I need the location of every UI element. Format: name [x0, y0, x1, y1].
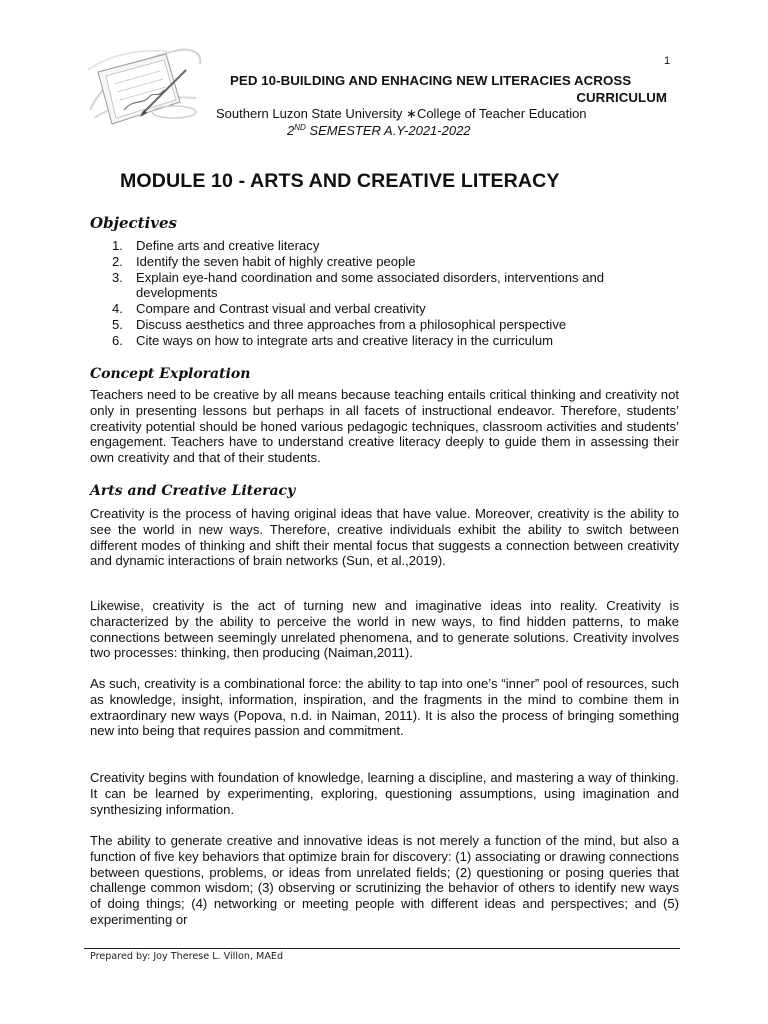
body-paragraph: The ability to generate creative and innovative ideas is not merely a function of the mind, but also a function of five key behaviors that optimize brain for discovery: (1) associating or drawing connections between questions, problems, or ideas from unrelated fields; (2) questioning or posing queries that challenge common wisdom; (3) observing or scrutinizing the behavior of others to identify new ways of doing things; (4) networking or meeting people with different ideas and perspectives; and (5) experimenting or [90, 833, 679, 927]
concept-exploration-paragraph: Teachers need to be creative by all means because teaching entails critical thinking and creativity not only in presenting lessons but perhaps in all facets of instructional endeavor. Therefore, students’ creativity potential should be honed various pedagogic techniques, classroom activities and students’ engagement. Teachers have to understand creative literacy deeply to guide them in assessing their own creativity and that of their students. [90, 387, 679, 466]
objective-text: Define arts and creative literacy [136, 238, 320, 253]
objective-item [112, 301, 680, 317]
objective-item [112, 270, 680, 302]
prepared-by: Prepared by: Joy Therese L. Villon, MAEd [90, 951, 284, 962]
objective-text: Compare and Contrast visual and verbal creativity [136, 301, 426, 317]
semester-ordinal-suffix: ND [294, 123, 306, 132]
objective-number: 1. [112, 238, 123, 253]
school-line: Southern Luzon State University ∗College of Teacher Education [216, 106, 587, 121]
body-paragraph: As such, creativity is a combinational force: the ability to tap into one’s “inner” pool of resources, such as knowledge, insight, information, inspiration, and the fragments in the mind to combine them in extraordinary new ways (Popova, n.d. in Naiman, 2011). It is also the process of bringing something new into being that requires passion and commitment. [90, 676, 679, 739]
objective-item [112, 317, 680, 333]
objective-number: 6. [112, 332, 123, 348]
module-title: MODULE 10 - ARTS AND CREATIVE LITERACY [120, 170, 560, 192]
objective-number: 5. [112, 316, 123, 332]
body-paragraph: Creativity begins with foundation of knowledge, learning a discipline, and mastering a way of thinking. It can be learned by experimenting, exploring, questioning assumptions, using imagination and synthesizing information. [90, 770, 679, 817]
body-paragraph: Likewise, creativity is the act of turning new and imaginative ideas into reality. Creativity is characterized by the ability to perceive the world in new ways, to find hidden patterns, to make connections between seemingly unrelated phenomena, and to generate solutions. Creativity involves two processes: thinking, then producing (Naiman,2011). [90, 598, 679, 661]
semester-text: SEMESTER A.Y-2021-2022 [305, 123, 471, 138]
course-title-line2: CURRICULUM [576, 90, 667, 105]
objective-number: 2. [112, 253, 123, 269]
objective-number: 4. [112, 301, 123, 317]
objective-text: Cite ways on how to integrate arts and creative literacy in the curriculum [136, 332, 554, 348]
objective-text: Explain eye-hand coordination and some associated disorders, interventions and developments [136, 269, 605, 301]
semester-line [287, 120, 471, 139]
semester-ordinal: 2 [287, 123, 295, 138]
objective-text: Discuss aesthetics and three approaches from a philosophical perspective [136, 316, 567, 332]
concept-exploration-heading: Concept Exploration [90, 366, 251, 382]
page-number: 1 [664, 55, 671, 67]
objective-item [112, 254, 680, 270]
body-paragraph: Creativity is the process of having original ideas that have value. Moreover, creativity is the ability to see the world in new ways. Therefore, creative individuals exhibit the ability to switch between different modes of thinking and shift their mental focus that suggests a connection between creativity and dynamic interactions of brain networks (Sun, et al.,2019). [90, 506, 679, 569]
arts-creative-literacy-heading: Arts and Creative Literacy [90, 483, 296, 499]
objective-number: 3. [112, 269, 123, 285]
objective-item [112, 333, 680, 349]
course-title-line1: PED 10-BUILDING AND ENHACING NEW LITERACIES ACROSS [230, 73, 632, 88]
course-title [230, 72, 667, 106]
objectives-heading: Objectives [90, 214, 177, 232]
objective-text: Identify the seven habit of highly creative people [136, 253, 416, 269]
footer-divider [84, 948, 680, 949]
objectives-list [112, 238, 680, 349]
college-logo [84, 40, 206, 130]
objective-item [112, 238, 680, 254]
